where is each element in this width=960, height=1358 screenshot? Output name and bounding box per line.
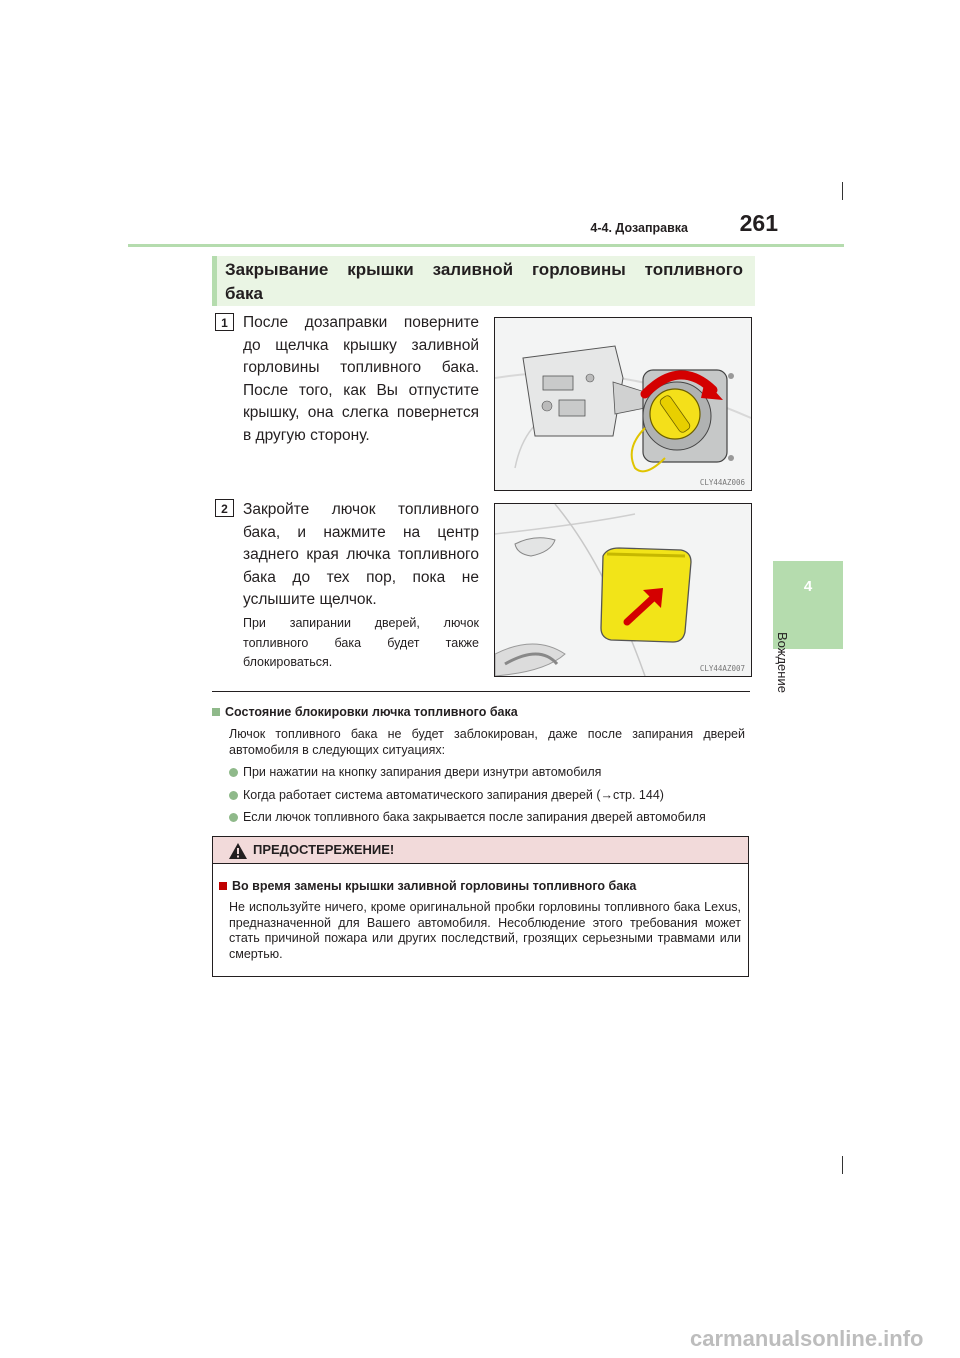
step-1-line: крышку, она слегка повернется [243, 404, 479, 421]
circle-bullet-icon [229, 791, 238, 800]
chapter-label: Вождение [775, 632, 790, 693]
section-title-line1: Закрывание крышки заливной горловины топливного [225, 260, 743, 279]
fuel-door-illustration [494, 503, 752, 677]
step-1-line: в другую сторону. [243, 426, 370, 444]
section-divider [212, 691, 750, 692]
step-number-2: 2 [215, 499, 234, 517]
circle-bullet-icon [229, 813, 238, 822]
step-1-line: до щелчка крышку заливной [243, 336, 479, 354]
caution-heading: Во время замены крышки заливной горловины топливного бака [232, 879, 637, 893]
fuel-cap-illustration [494, 317, 752, 491]
lock-info-item [229, 788, 749, 804]
crop-mark [842, 182, 843, 200]
square-bullet-icon [212, 708, 220, 716]
section-title [225, 258, 743, 306]
step-2-line: бака, и нажмите на центр [243, 523, 479, 541]
step-2-text [243, 499, 479, 612]
circle-bullet-icon [229, 768, 238, 777]
step-2-line: заднего края лючка топливного [243, 546, 479, 563]
lock-info-heading-row [212, 705, 752, 721]
step-1-line: После того, как Вы отпустите [243, 381, 479, 399]
caution-heading-row [219, 879, 744, 895]
lock-info-item-text: Когда работает система автоматического запирания дверей (→стр. 144) [243, 788, 664, 802]
lock-info-item-text: При нажатии на кнопку запирания двери изнутри автомобиля [243, 765, 602, 779]
figure-code: CLY44AZ006 [699, 478, 745, 487]
chapter-number: 4 [803, 578, 813, 595]
step-1-line: горловины топливного бака. [243, 359, 479, 376]
step-1-text [243, 312, 479, 447]
step-1-line: После дозаправки поверните [243, 314, 479, 331]
fuel-door-drawing [495, 504, 751, 676]
step-number-1: 1 [215, 313, 234, 331]
header-section-title: 4-4. Дозаправка [590, 221, 688, 235]
page-number: 261 [739, 210, 778, 236]
square-bullet-icon [219, 882, 227, 890]
figure-code: CLY44AZ007 [699, 664, 745, 673]
step-2-line: услышите щелчок. [243, 591, 377, 608]
header-rule [128, 244, 844, 247]
warning-triangle-icon [228, 842, 248, 865]
caution-title: ПРЕДОСТЕРЕЖЕНИЕ! [253, 842, 395, 857]
step-2-line: бака до тех пор, пока не [243, 568, 479, 586]
lock-info-item-text: Если лючок топливного бака закрывается после запирания дверей автомобиля [243, 810, 706, 824]
fuel-cap-drawing [495, 318, 751, 490]
caution-text: Не используйте ничего, кроме оригинальной пробки горловины топливного бака Lexus, предназначенной для Вашего автомобиля. Несоблюдение этого требования может стать причиной пожара или других последствий, грозящих серьезными травмами или смертью. [229, 900, 741, 961]
watermark: carmanualsonline.info [690, 1326, 924, 1351]
lock-info-heading: Состояние блокировки лючка топливного бака [225, 705, 518, 719]
lock-info-item [229, 765, 749, 781]
crop-mark [842, 1156, 843, 1174]
section-title-line2: бака [225, 284, 263, 303]
lock-info-intro: Лючок топливного бака не будет заблокирован, даже после запирания дверей автомобиля в следующих ситуациях: [229, 727, 745, 757]
step-2-note: При запирании дверей, лючок топливного бака будет также блокироваться. [243, 616, 479, 669]
lock-info-item [229, 810, 759, 826]
step-2-line: Закройте лючок топливного [243, 501, 479, 518]
